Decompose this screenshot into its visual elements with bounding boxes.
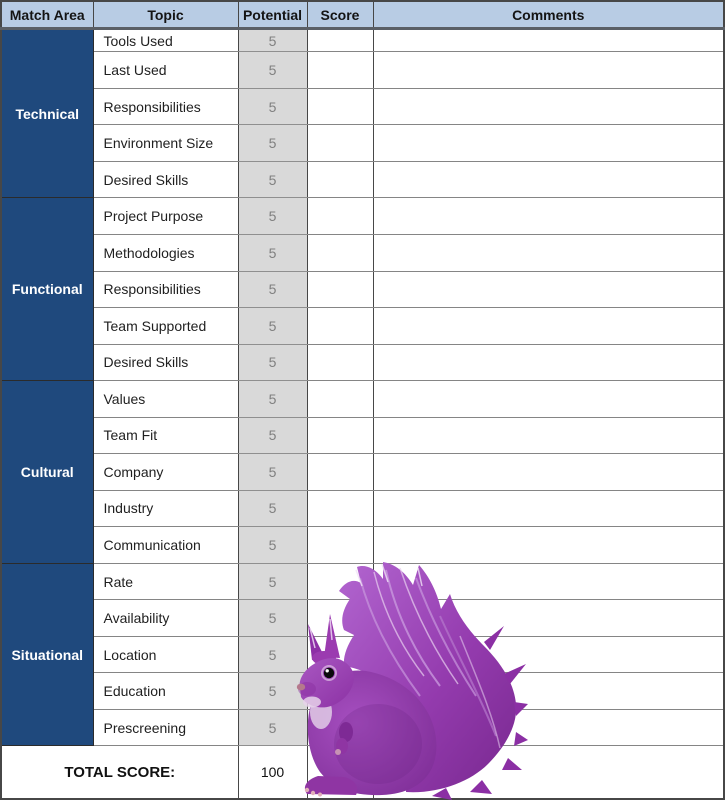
topic-cell: Tools Used — [93, 29, 238, 52]
topic-cell: Project Purpose — [93, 198, 238, 235]
table-row — [1, 271, 724, 308]
comments-cell[interactable] — [373, 125, 724, 162]
score-cell[interactable] — [307, 29, 373, 52]
match-area-cell-cultural: Cultural — [1, 381, 93, 564]
potential-cell: 5 — [238, 490, 307, 527]
score-cell[interactable] — [307, 308, 373, 345]
potential-cell: 5 — [238, 88, 307, 125]
potential-cell: 5 — [238, 673, 307, 710]
topic-cell: Values — [93, 381, 238, 418]
score-cell[interactable] — [307, 709, 373, 746]
score-cell[interactable] — [307, 636, 373, 673]
potential-cell: 5 — [238, 636, 307, 673]
potential-cell: 5 — [238, 381, 307, 418]
comments-cell[interactable] — [373, 636, 724, 673]
topic-cell: Company — [93, 454, 238, 491]
comments-cell[interactable] — [373, 417, 724, 454]
match-area-cell-situational: Situational — [1, 563, 93, 746]
potential-cell: 5 — [238, 344, 307, 381]
topic-cell: Responsibilities — [93, 88, 238, 125]
total-score-cell[interactable] — [307, 746, 373, 799]
potential-cell: 5 — [238, 563, 307, 600]
total-comments-cell[interactable] — [373, 746, 724, 799]
total-score-label: TOTAL SCORE: — [1, 746, 238, 799]
score-cell[interactable] — [307, 563, 373, 600]
table-row — [1, 308, 724, 345]
potential-cell: 5 — [238, 600, 307, 637]
comments-cell[interactable] — [373, 161, 724, 198]
score-cell[interactable] — [307, 344, 373, 381]
comments-cell[interactable] — [373, 527, 724, 564]
potential-cell: 5 — [238, 52, 307, 89]
comments-cell[interactable] — [373, 709, 724, 746]
topic-cell: Rate — [93, 563, 238, 600]
comments-cell[interactable] — [373, 198, 724, 235]
score-cell[interactable] — [307, 125, 373, 162]
comments-cell[interactable] — [373, 490, 724, 527]
table-row — [1, 490, 724, 527]
col-header-comments: Comments — [373, 1, 724, 29]
score-cell[interactable] — [307, 161, 373, 198]
match-area-cell-functional: Functional — [1, 198, 93, 381]
topic-cell: Education — [93, 673, 238, 710]
table-row — [1, 198, 724, 235]
score-cell[interactable] — [307, 271, 373, 308]
potential-cell: 5 — [238, 125, 307, 162]
potential-cell: 5 — [238, 271, 307, 308]
potential-cell: 5 — [238, 198, 307, 235]
table-row — [1, 417, 724, 454]
score-cell[interactable] — [307, 673, 373, 710]
total-row — [1, 746, 724, 799]
score-cell[interactable] — [307, 52, 373, 89]
table-row — [1, 600, 724, 637]
score-cell[interactable] — [307, 198, 373, 235]
potential-cell: 5 — [238, 454, 307, 491]
col-header-potential: Potential — [238, 1, 307, 29]
score-cell[interactable] — [307, 454, 373, 491]
header-row — [1, 1, 724, 29]
potential-cell: 5 — [238, 235, 307, 272]
comments-cell[interactable] — [373, 271, 724, 308]
potential-cell: 5 — [238, 161, 307, 198]
table-row — [1, 709, 724, 746]
score-cell[interactable] — [307, 490, 373, 527]
topic-cell: Communication — [93, 527, 238, 564]
comments-cell[interactable] — [373, 235, 724, 272]
table-row — [1, 29, 724, 52]
table-row — [1, 161, 724, 198]
col-header-score: Score — [307, 1, 373, 29]
potential-cell: 5 — [238, 709, 307, 746]
table-row — [1, 235, 724, 272]
comments-cell[interactable] — [373, 563, 724, 600]
topic-cell: Team Supported — [93, 308, 238, 345]
score-cell[interactable] — [307, 381, 373, 418]
topic-cell: Industry — [93, 490, 238, 527]
table-row — [1, 125, 724, 162]
total-potential-value: 100 — [238, 746, 307, 799]
comments-cell[interactable] — [373, 454, 724, 491]
topic-cell: Desired Skills — [93, 161, 238, 198]
comments-cell[interactable] — [373, 88, 724, 125]
table-row — [1, 527, 724, 564]
topic-cell: Last Used — [93, 52, 238, 89]
comments-cell[interactable] — [373, 381, 724, 418]
potential-cell: 5 — [238, 417, 307, 454]
topic-cell: Methodologies — [93, 235, 238, 272]
topic-cell: Responsibilities — [93, 271, 238, 308]
potential-cell: 5 — [238, 29, 307, 52]
comments-cell[interactable] — [373, 52, 724, 89]
comments-cell[interactable] — [373, 308, 724, 345]
comments-cell[interactable] — [373, 600, 724, 637]
table-row — [1, 88, 724, 125]
table-row — [1, 344, 724, 381]
match-area-cell-technical: Technical — [1, 29, 93, 198]
comments-cell[interactable] — [373, 29, 724, 52]
score-cell[interactable] — [307, 600, 373, 637]
topic-cell: Prescreening — [93, 709, 238, 746]
table-row — [1, 381, 724, 418]
comments-cell[interactable] — [373, 344, 724, 381]
score-cell[interactable] — [307, 417, 373, 454]
topic-cell: Desired Skills — [93, 344, 238, 381]
potential-cell: 5 — [238, 308, 307, 345]
topic-cell: Environment Size — [93, 125, 238, 162]
col-header-topic: Topic — [93, 1, 238, 29]
col-header-match-area: Match Area — [1, 1, 93, 29]
potential-cell: 5 — [238, 527, 307, 564]
topic-cell: Team Fit — [93, 417, 238, 454]
table-row — [1, 563, 724, 600]
comments-cell[interactable] — [373, 673, 724, 710]
topic-cell: Availability — [93, 600, 238, 637]
topic-cell: Location — [93, 636, 238, 673]
table-row — [1, 454, 724, 491]
table-row — [1, 636, 724, 673]
score-cell[interactable] — [307, 88, 373, 125]
table-row — [1, 673, 724, 710]
score-cell[interactable] — [307, 235, 373, 272]
table-row — [1, 52, 724, 89]
score-cell[interactable] — [307, 527, 373, 564]
